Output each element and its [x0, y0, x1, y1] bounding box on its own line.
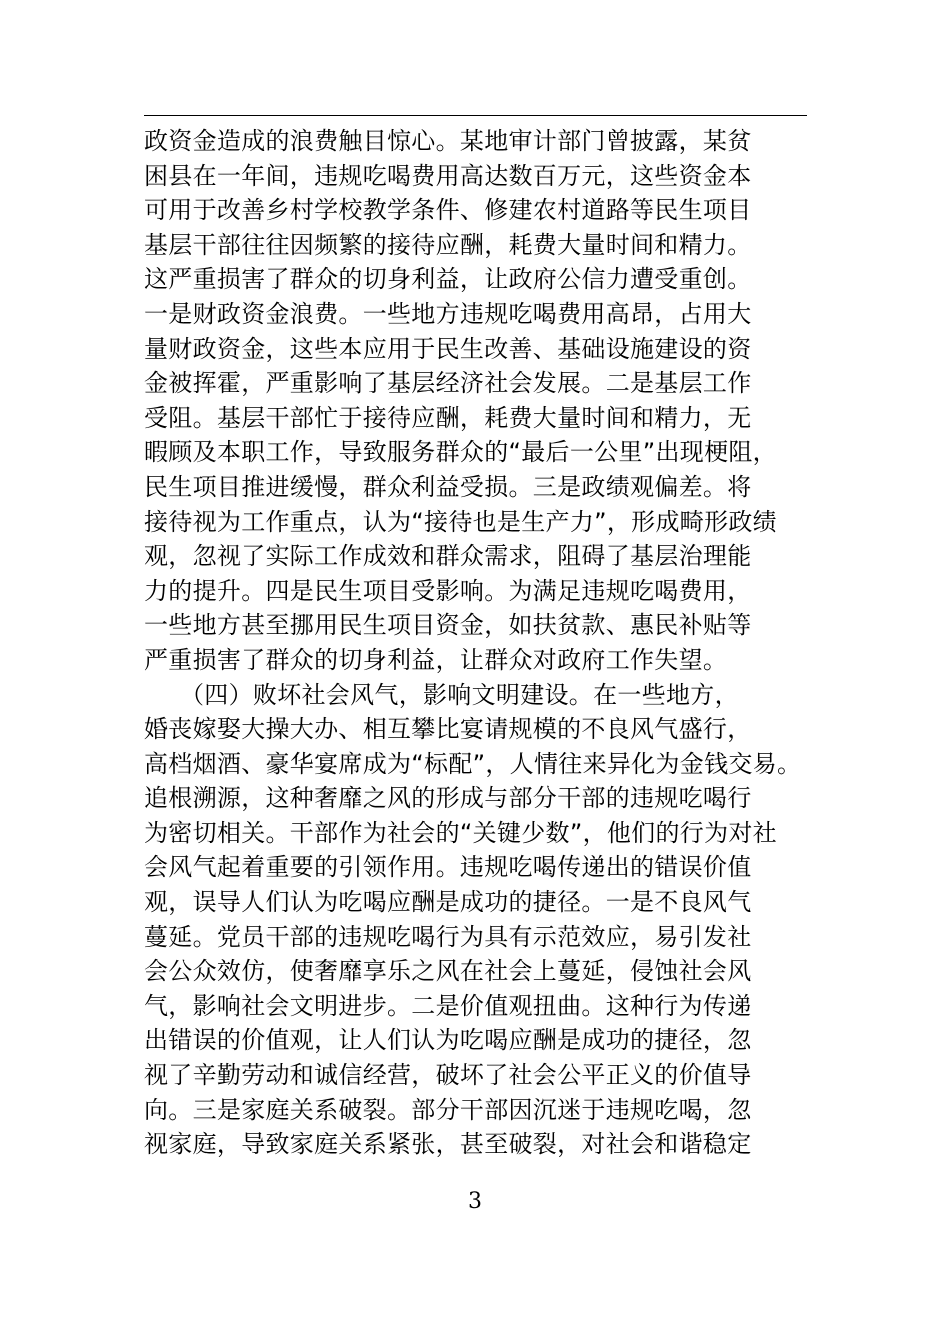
text-line: 困县在一年间，违规吃喝费用高达数百万元，这些资金本 [144, 161, 752, 190]
text-line: 视了辛勤劳动和诚信经营，破坏了社会公平正义的价值导 [144, 1061, 752, 1090]
text-line: 力的提升。四是民生项目受影响。为满足违规吃喝费用， [144, 576, 752, 605]
body-text [144, 124, 814, 1162]
text-line: 高档烟酒、豪华宴席成为“标配”，人情往来异化为金钱交易。 [144, 749, 802, 778]
text-line: 量财政资金，这些本应用于民生改善、基础设施建设的资 [144, 334, 752, 363]
text-line: 可用于改善乡村学校教学条件、修建农村道路等民生项目 [144, 196, 752, 225]
text-line: 严重损害了群众的切身利益，让群众对政府工作失望。 [144, 645, 728, 674]
text-line: 接待视为工作重点，认为“接待也是生产力”，形成畸形政绩 [144, 507, 777, 536]
text-line: 视家庭，导致家庭关系紧张，甚至破裂，对社会和谐稳定 [144, 1130, 752, 1159]
text-line: 会公众效仿，使奢靡享乐之风在社会上蔓延，侵蚀社会风 [144, 957, 752, 986]
text-line: 出错误的价值观，让人们认为吃喝应酬是成功的捷径，忽 [144, 1026, 752, 1055]
text-line: 政资金造成的浪费触目惊心。某地审计部门曾披露，某贫 [144, 127, 752, 155]
text-line: 会风气起着重要的引领作用。违规吃喝传递出的错误价值 [144, 853, 752, 882]
text-line: 暇顾及本职工作，导致服务群众的“最后一公里”出现梗阻， [144, 438, 777, 467]
text-line: 这严重损害了群众的切身利益，让政府公信力遭受重创。 [144, 265, 752, 294]
text-line: 气，影响社会文明进步。二是价值观扭曲。这种行为传递 [144, 991, 752, 1020]
text-line: 受阻。基层干部忙于接待应酬，耗费大量时间和精力，无 [144, 403, 752, 432]
text-line: 观，忽视了实际工作成效和群众需求，阻碍了基层治理能 [144, 542, 752, 571]
text-line: 向。三是家庭关系破裂。部分干部因沉迷于违规吃喝，忽 [144, 1095, 752, 1124]
text-line: 观，误导人们认为吃喝应酬是成功的捷径。一是不良风气 [144, 888, 752, 917]
text-line: 追根溯源，这种奢靡之风的形成与部分干部的违规吃喝行 [144, 784, 752, 813]
text-line: 民生项目推进缓慢，群众利益受损。三是政绩观偏差。将 [144, 472, 752, 501]
text-line: 一是财政资金浪费。一些地方违规吃喝费用高昂，占用大 [144, 299, 752, 328]
header-rule [144, 115, 807, 116]
text-line: 为密切相关。干部作为社会的“关键少数”，他们的行为对社 [144, 818, 777, 847]
text-line: 金被挥霍，严重影响了基层经济社会发展。二是基层工作 [144, 369, 752, 398]
page-number: 3 [468, 1189, 482, 1214]
text-line: 蔓延。党员干部的违规吃喝行为具有示范效应，易引发社 [144, 922, 752, 951]
text-line: 婚丧嫁娶大操大办、相互攀比宴请规模的不良风气盛行， [144, 715, 752, 744]
text-line: 基层干部往往因频繁的接待应酬，耗费大量时间和精力。 [144, 230, 752, 259]
text-line: 一些地方甚至挪用民生项目资金，如扶贫款、惠民补贴等 [144, 611, 752, 640]
section-heading-line: （四）败坏社会风气，影响文明建设。在一些地方， [180, 680, 739, 709]
